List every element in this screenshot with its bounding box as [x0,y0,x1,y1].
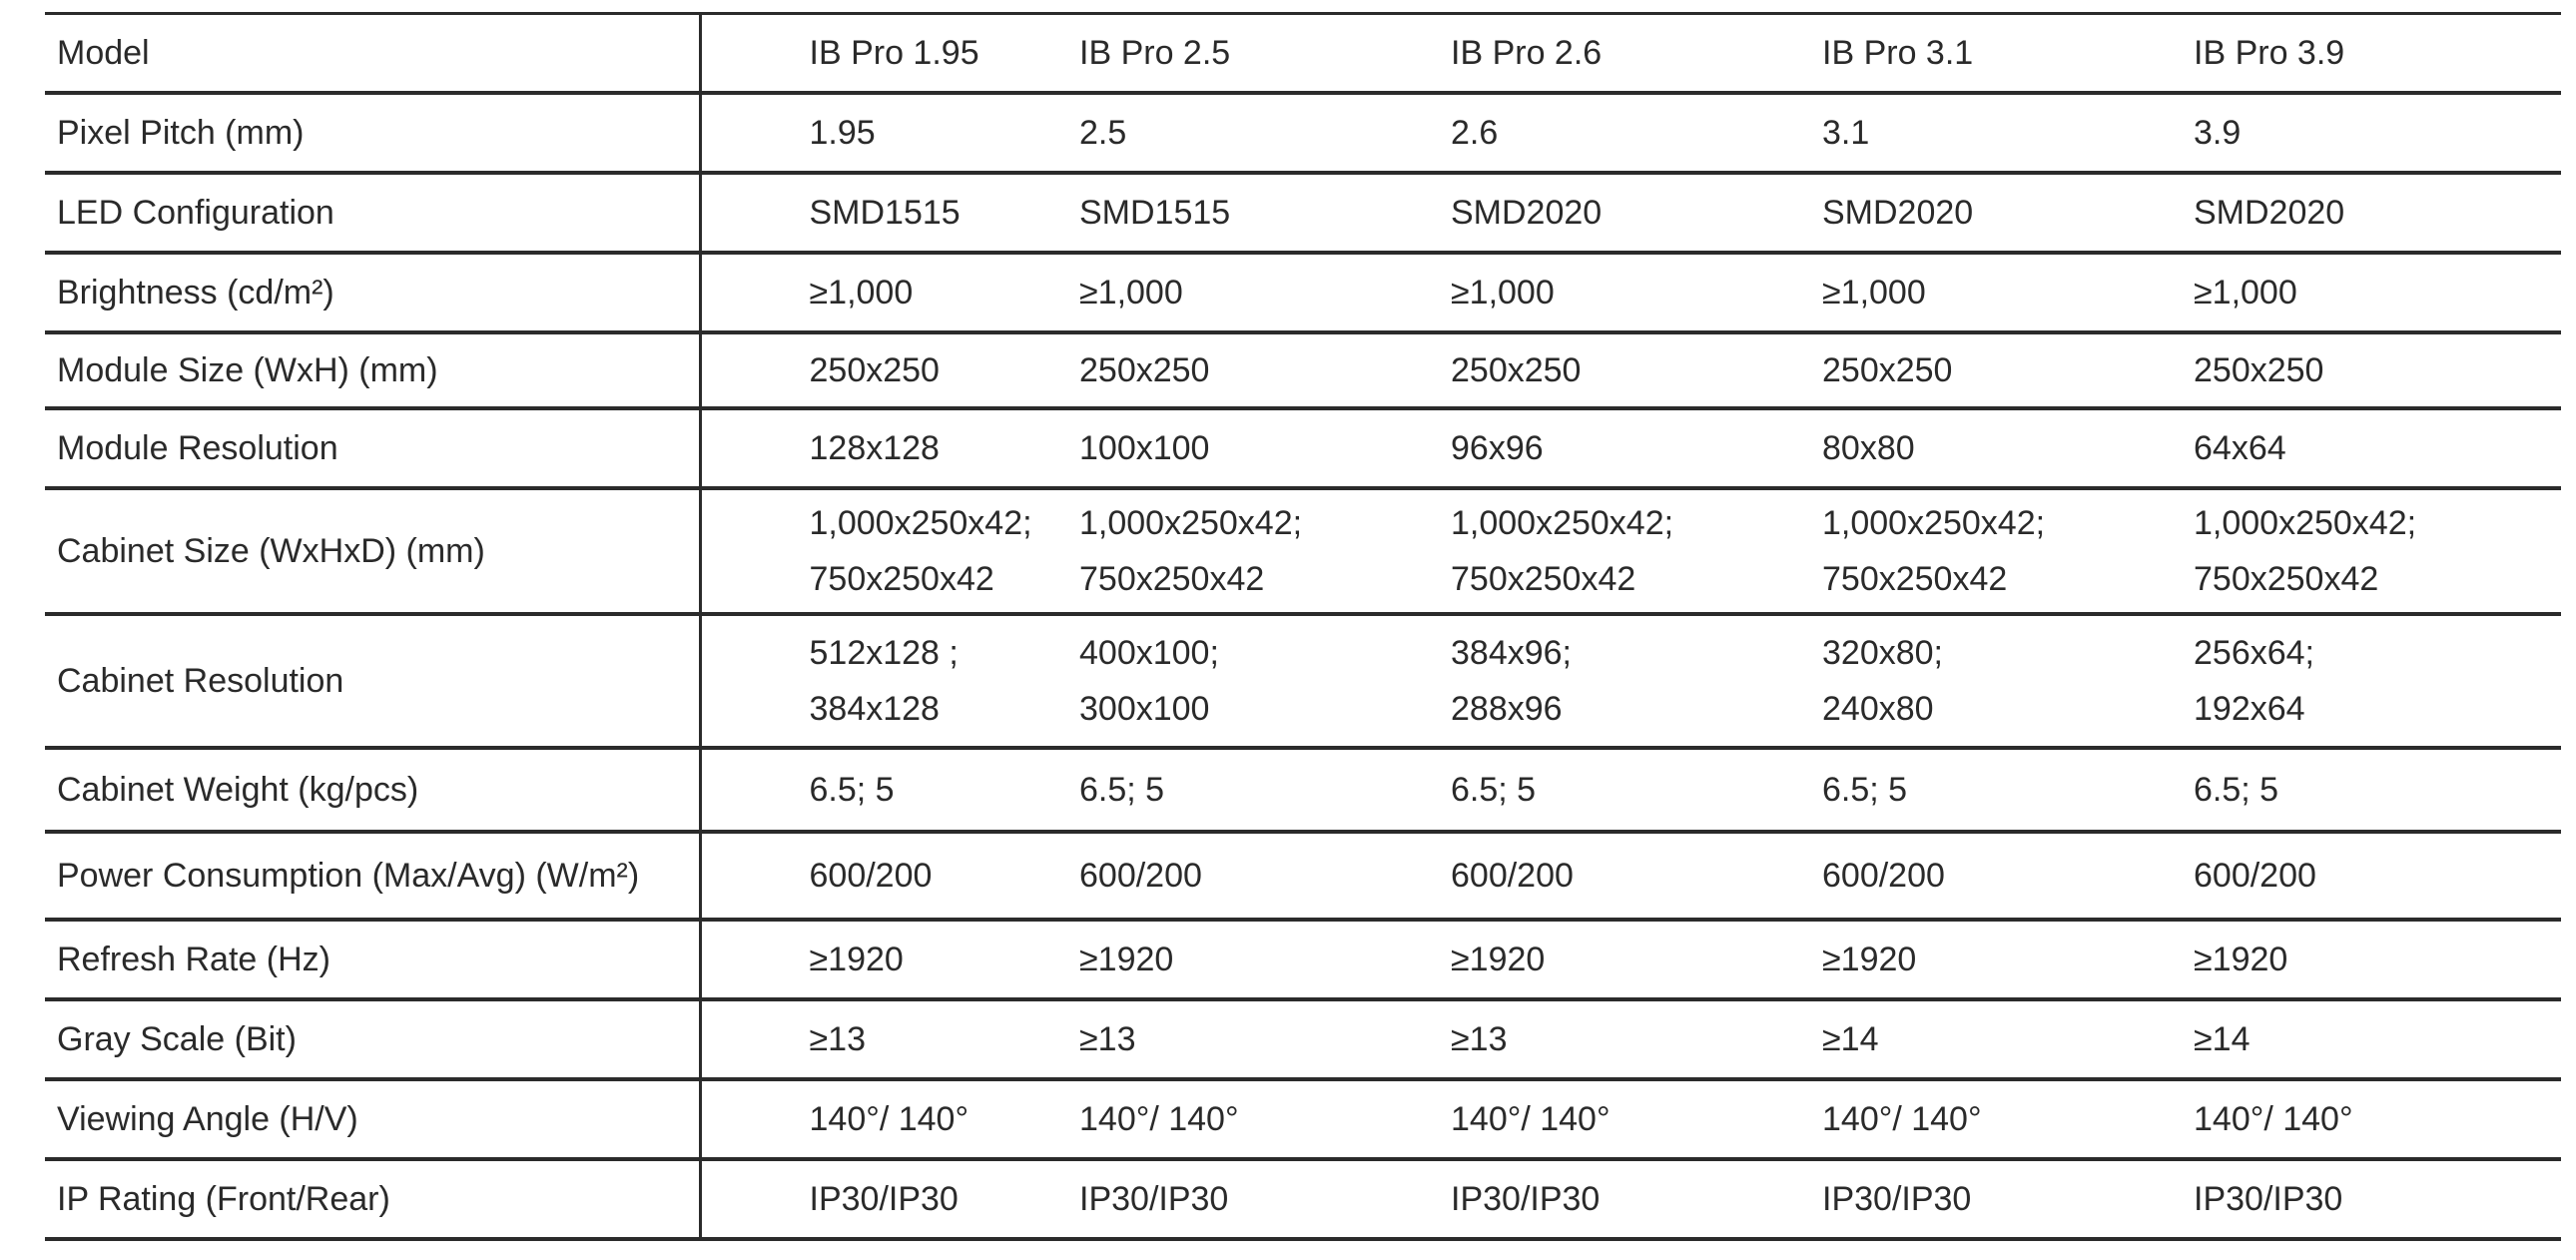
table-row [45,1159,2561,1239]
table-cell [700,173,1071,253]
cell-line: 6.5; 5 [1822,770,1908,809]
table-cell [700,332,1071,408]
spec-table-body [45,14,2561,1239]
cell-line: 250x250 [809,350,940,389]
cell-line: ≥1920 [2194,940,2288,978]
table-cell [1814,253,2186,332]
table-cell [700,748,1071,832]
row-label: LED Configuration [45,173,700,253]
cell-line: 600/200 [1451,856,1574,895]
table-row [45,614,2561,748]
table-cell [700,614,1071,748]
row-label: Viewing Angle (H/V) [45,1079,700,1159]
table-cell [2186,999,2561,1079]
cell-line: ≥1,000 [1822,273,1926,312]
cell-line: ≥1920 [1451,940,1546,978]
cell-line: 100x100 [1079,428,1210,467]
cell-line: 1,000x250x42; [2194,503,2417,542]
table-cell [2186,1159,2561,1239]
cell-line: 600/200 [809,856,933,895]
table-cell [1071,999,1443,1079]
table-cell [1443,748,1814,832]
table-cell [1071,408,1443,488]
row-label: Cabinet Resolution [45,614,700,748]
table-cell [1443,1079,1814,1159]
cell-line: 2.6 [1451,113,1499,152]
cell-line: 6.5; 5 [2194,770,2279,809]
table-row [45,999,2561,1079]
row-label: Brightness (cd/m²) [45,253,700,332]
table-cell [1071,920,1443,999]
cell-line: 320x80; [1822,633,1943,672]
table-cell [1443,173,1814,253]
table-cell [1071,332,1443,408]
cell-line: ≥1920 [809,940,904,978]
cell-line: SMD2020 [2194,193,2345,232]
cell-line: 240x80 [1822,689,1934,728]
cell-line: 1,000x250x42; [809,503,1032,542]
cell-line: 140°/ 140° [2194,1099,2353,1138]
row-label: Refresh Rate (Hz) [45,920,700,999]
table-cell [2186,173,2561,253]
table-cell [1071,614,1443,748]
table-cell [1071,1079,1443,1159]
table-cell [1443,920,1814,999]
table-row [45,173,2561,253]
table-cell [2186,748,2561,832]
table-cell [700,1079,1071,1159]
table-cell [1814,1159,2186,1239]
cell-line: 140°/ 140° [1822,1099,1982,1138]
table-cell [2186,93,2561,173]
cell-line: 140°/ 140° [1079,1099,1239,1138]
table-row [45,748,2561,832]
table-cell [1814,1079,2186,1159]
table-row [45,332,2561,408]
table-cell [2186,920,2561,999]
cell-line: 384x128 [809,689,940,728]
table-cell [1814,832,2186,920]
table-cell [1814,999,2186,1079]
cell-line: 512x128 ; [809,633,959,672]
cell-line: 6.5; 5 [809,770,895,809]
cell-line: 192x64 [2194,689,2305,728]
table-row [45,920,2561,999]
model-name: IB Pro 2.5 [1071,14,1443,93]
cell-line: ≥13 [1079,1019,1136,1058]
cell-line: 1,000x250x42; [1451,503,1674,542]
cell-line: 288x96 [1451,689,1563,728]
model-name: IB Pro 3.1 [1814,14,2186,93]
table-cell [1071,93,1443,173]
table-cell [1814,748,2186,832]
cell-line: ≥1,000 [809,273,914,312]
table-row [45,93,2561,173]
row-label: Power Consumption (Max/Avg) (W/m²) [45,832,700,920]
cell-line: SMD1515 [809,193,961,232]
table-cell [2186,1079,2561,1159]
cell-line: 750x250x42 [1451,559,1636,598]
cell-line: ≥1920 [1822,940,1917,978]
cell-line: 2.5 [1079,113,1127,152]
table-cell [1443,488,1814,614]
cell-line: ≥14 [1822,1019,1879,1058]
table-cell [1814,920,2186,999]
table-cell [1071,832,1443,920]
table-row [45,832,2561,920]
table-cell [700,1159,1071,1239]
cell-line: ≥13 [809,1019,866,1058]
table-cell [700,920,1071,999]
model-name: IB Pro 1.95 [700,14,1071,93]
table-cell [2186,253,2561,332]
spec-table [45,12,2561,1241]
cell-line: 600/200 [1822,856,1945,895]
cell-line: 1,000x250x42; [1822,503,2046,542]
cell-line: 3.1 [1822,113,1870,152]
table-cell [1443,93,1814,173]
table-cell [700,408,1071,488]
table-row [45,488,2561,614]
table-cell [1443,999,1814,1079]
table-row [45,1079,2561,1159]
table-cell [700,253,1071,332]
cell-line: ≥1,000 [2194,273,2297,312]
row-label: Gray Scale (Bit) [45,999,700,1079]
table-cell [1071,748,1443,832]
cell-line: 128x128 [809,428,940,467]
table-cell [1814,332,2186,408]
cell-line: SMD2020 [1451,193,1603,232]
table-cell [1443,253,1814,332]
row-label: Module Size (WxH) (mm) [45,332,700,408]
header-label: Model [45,14,700,93]
table-cell [1443,332,1814,408]
table-cell [1814,408,2186,488]
table-cell [2186,832,2561,920]
cell-line: 750x250x42 [1822,559,2008,598]
cell-line: 6.5; 5 [1451,770,1537,809]
cell-line: SMD1515 [1079,193,1231,232]
table-cell [700,832,1071,920]
cell-line: ≥1,000 [1079,273,1183,312]
table-cell [2186,488,2561,614]
cell-line: 600/200 [2194,856,2316,895]
cell-line: IP30/IP30 [1822,1179,1972,1218]
model-name: IB Pro 3.9 [2186,14,2561,93]
cell-line: ≥1920 [1079,940,1174,978]
cell-line: IP30/IP30 [1079,1179,1229,1218]
table-cell [1071,173,1443,253]
table-cell [2186,614,2561,748]
model-name: IB Pro 2.6 [1443,14,1814,93]
row-label: Cabinet Size (WxHxD) (mm) [45,488,700,614]
cell-line: 1,000x250x42; [1079,503,1303,542]
row-label: Cabinet Weight (kg/pcs) [45,748,700,832]
cell-line: 80x80 [1822,428,1915,467]
table-row [45,253,2561,332]
table-cell [700,93,1071,173]
table-cell [1071,253,1443,332]
table-cell [1443,1159,1814,1239]
table-header-row [45,14,2561,93]
cell-line: 400x100; [1079,633,1219,672]
cell-line: 64x64 [2194,428,2286,467]
cell-line: 3.9 [2194,113,2242,152]
cell-line: 750x250x42 [1079,559,1265,598]
table-cell [1443,408,1814,488]
cell-line: 96x96 [1451,428,1544,467]
table-cell [700,999,1071,1079]
row-label: Module Resolution [45,408,700,488]
cell-line: SMD2020 [1822,193,1974,232]
cell-line: 600/200 [1079,856,1202,895]
cell-line: 1.95 [809,113,876,152]
table-cell [1071,488,1443,614]
row-label: IP Rating (Front/Rear) [45,1159,700,1239]
cell-line: IP30/IP30 [1451,1179,1601,1218]
table-cell [2186,332,2561,408]
cell-line: 750x250x42 [809,559,994,598]
table-row [45,408,2561,488]
row-label: Pixel Pitch (mm) [45,93,700,173]
cell-line: 300x100 [1079,689,1210,728]
table-cell [1814,488,2186,614]
table-cell [2186,408,2561,488]
table-cell [1071,1159,1443,1239]
cell-line: 250x250 [1451,350,1582,389]
cell-line: 250x250 [1079,350,1210,389]
cell-line: ≥13 [1451,1019,1508,1058]
cell-line: IP30/IP30 [809,1179,959,1218]
table-cell [1814,173,2186,253]
cell-line: ≥1,000 [1451,273,1555,312]
cell-line: 250x250 [1822,350,1953,389]
cell-line: 6.5; 5 [1079,770,1165,809]
table-cell [1814,614,2186,748]
cell-line: ≥14 [2194,1019,2251,1058]
table-cell [700,488,1071,614]
cell-line: 256x64; [2194,633,2314,672]
cell-line: 384x96; [1451,633,1572,672]
table-cell [1814,93,2186,173]
cell-line: IP30/IP30 [2194,1179,2343,1218]
cell-line: 250x250 [2194,350,2324,389]
table-cell [1443,614,1814,748]
table-cell [1443,832,1814,920]
cell-line: 750x250x42 [2194,559,2379,598]
cell-line: 140°/ 140° [809,1099,969,1138]
cell-line: 140°/ 140° [1451,1099,1610,1138]
